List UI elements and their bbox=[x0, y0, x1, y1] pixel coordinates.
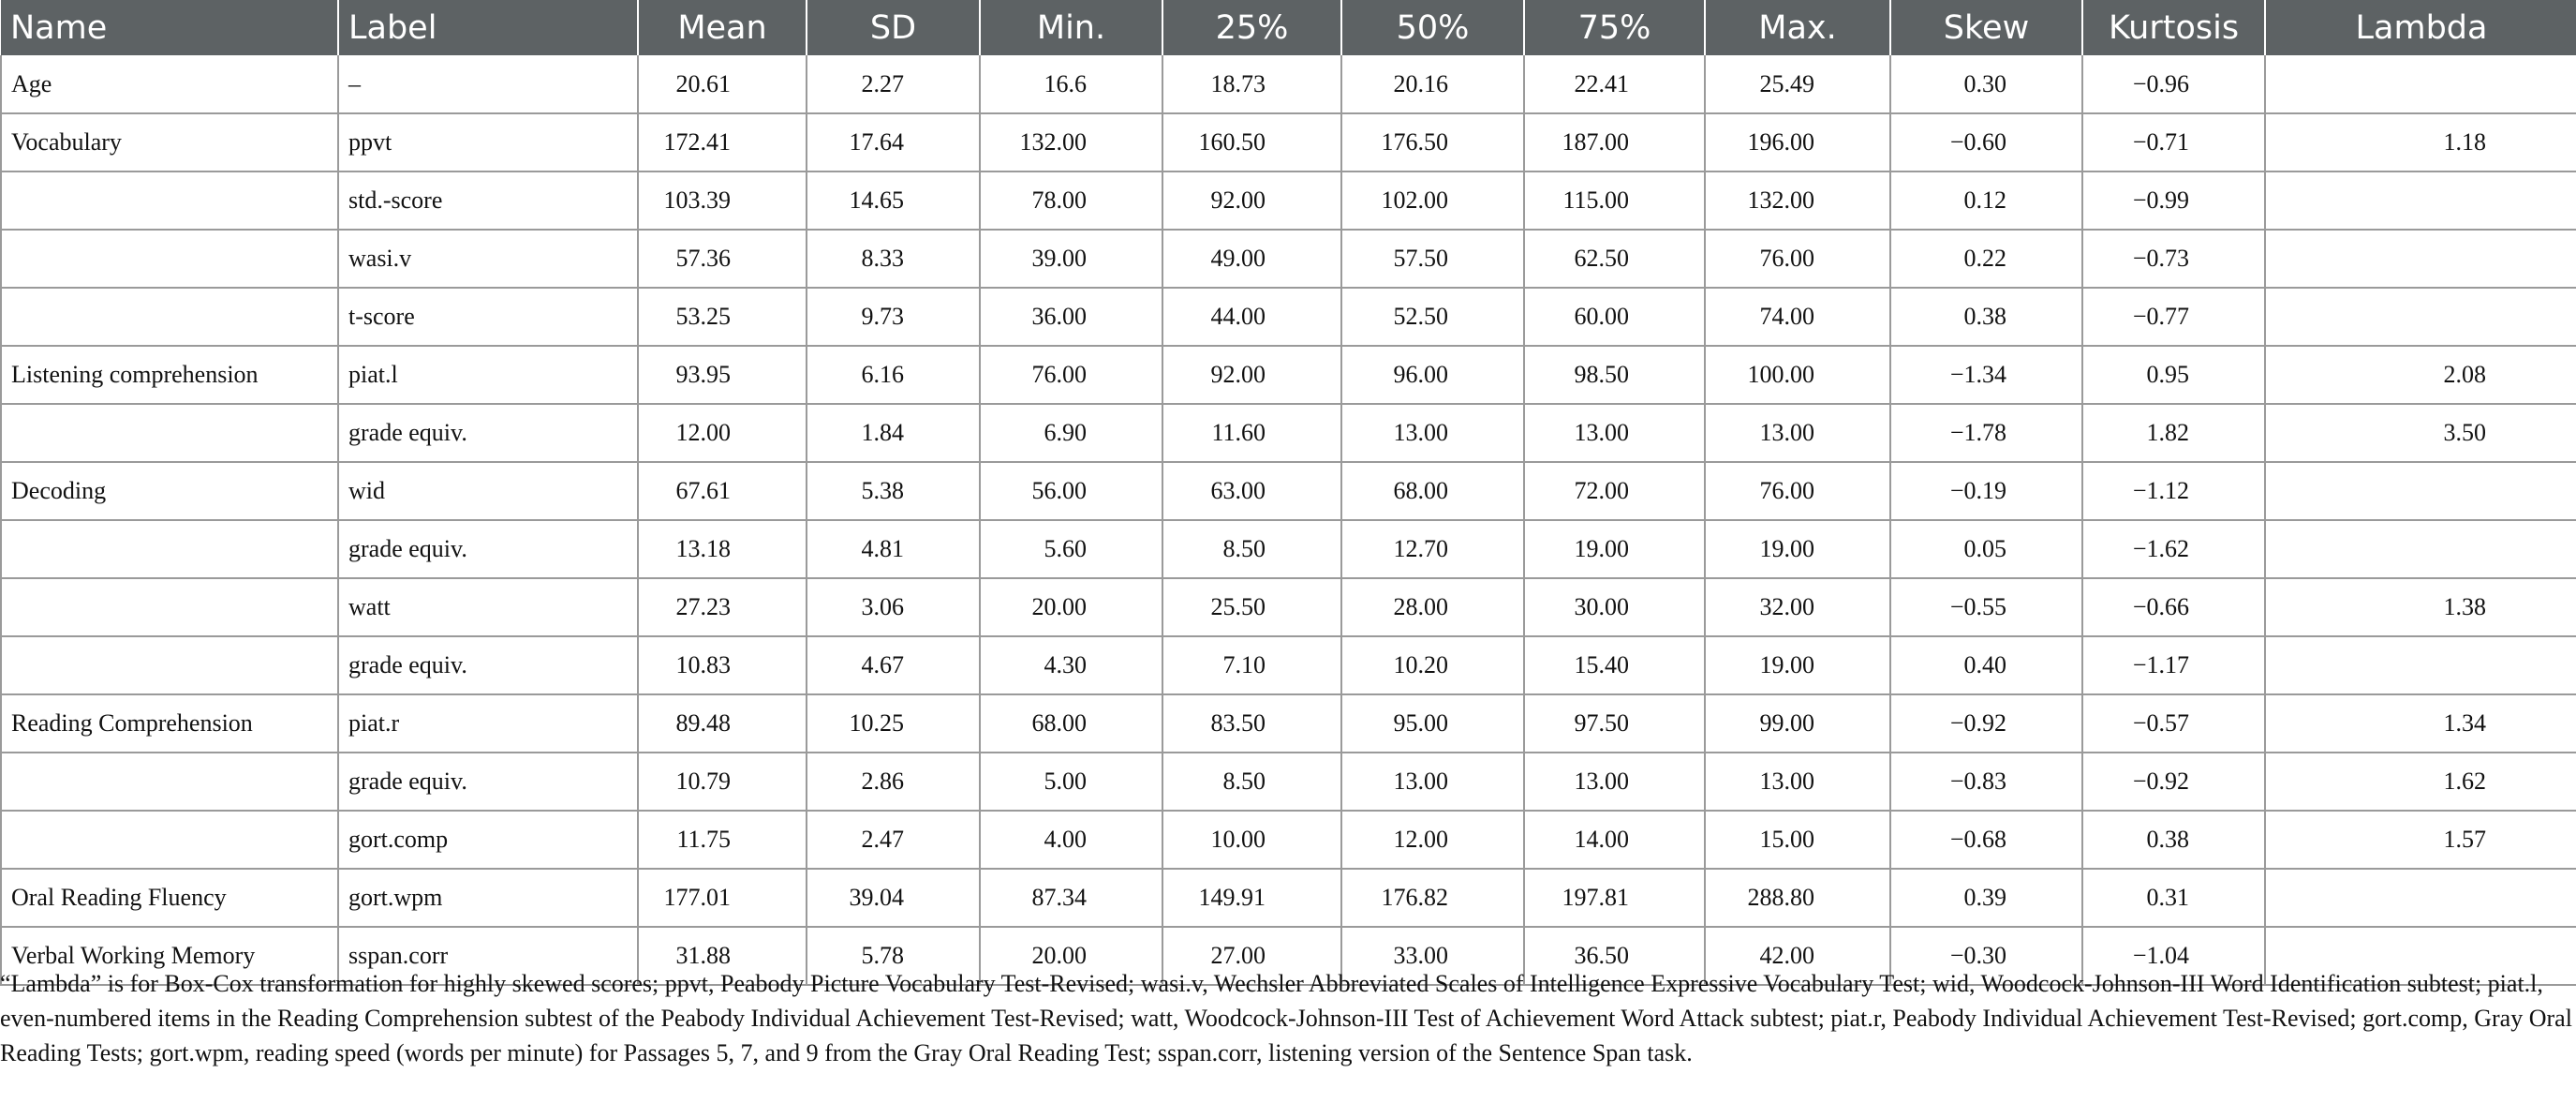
table-cell: 10.00 bbox=[1162, 811, 1341, 869]
table-cell: 1.62 bbox=[2265, 753, 2576, 811]
table-row bbox=[1, 404, 2576, 462]
table-row bbox=[1, 753, 2576, 811]
table-cell: 87.34 bbox=[980, 869, 1162, 927]
table-cell: 5.78 bbox=[807, 927, 980, 985]
table-cell: 3.50 bbox=[2265, 404, 2576, 462]
table-cell: Oral Reading Fluency bbox=[1, 869, 338, 927]
table-cell: 176.82 bbox=[1341, 869, 1524, 927]
table-cell: −0.83 bbox=[1890, 753, 2082, 811]
table-row bbox=[1, 520, 2576, 578]
table-row bbox=[1, 346, 2576, 404]
table-cell: Vocabulary bbox=[1, 113, 338, 171]
table-cell bbox=[1, 230, 338, 288]
table-cell: 44.00 bbox=[1162, 288, 1341, 346]
table-cell: watt bbox=[338, 578, 638, 636]
table-cell: 36.50 bbox=[1524, 927, 1705, 985]
table-cell: 1.18 bbox=[2265, 113, 2576, 171]
table-cell: 10.20 bbox=[1341, 636, 1524, 694]
table-cell: 13.00 bbox=[1705, 404, 1890, 462]
table-cell: 6.16 bbox=[807, 346, 980, 404]
column-header: 25% bbox=[1162, 0, 1341, 55]
table-cell: 92.00 bbox=[1162, 346, 1341, 404]
table-cell: 57.50 bbox=[1341, 230, 1524, 288]
table-cell: 62.50 bbox=[1524, 230, 1705, 288]
table-cell: 132.00 bbox=[1705, 171, 1890, 230]
table-cell: piat.l bbox=[338, 346, 638, 404]
column-header: Kurtosis bbox=[2082, 0, 2265, 55]
table-cell: sspan.corr bbox=[338, 927, 638, 985]
table-cell: 83.50 bbox=[1162, 694, 1341, 753]
table-cell: 68.00 bbox=[980, 694, 1162, 753]
table-cell: 7.10 bbox=[1162, 636, 1341, 694]
table-cell: 6.90 bbox=[980, 404, 1162, 462]
table-cell: 8.50 bbox=[1162, 753, 1341, 811]
table-cell: 19.00 bbox=[1524, 520, 1705, 578]
table-cell: −1.34 bbox=[1890, 346, 2082, 404]
table-cell: 9.73 bbox=[807, 288, 980, 346]
table-cell: 0.05 bbox=[1890, 520, 2082, 578]
table-cell: 4.30 bbox=[980, 636, 1162, 694]
table-cell: 13.00 bbox=[1341, 404, 1524, 462]
table-cell: 13.00 bbox=[1524, 753, 1705, 811]
table-cell: 36.00 bbox=[980, 288, 1162, 346]
table-cell: 0.22 bbox=[1890, 230, 2082, 288]
table-cell: 132.00 bbox=[980, 113, 1162, 171]
table-cell: 0.38 bbox=[1890, 288, 2082, 346]
column-header: 75% bbox=[1524, 0, 1705, 55]
table-cell: Age bbox=[1, 55, 338, 113]
table-cell: 2.47 bbox=[807, 811, 980, 869]
table-cell: t-score bbox=[338, 288, 638, 346]
table-cell: 102.00 bbox=[1341, 171, 1524, 230]
table-row bbox=[1, 113, 2576, 171]
table-row bbox=[1, 171, 2576, 230]
table-cell: 5.38 bbox=[807, 462, 980, 520]
table-cell: −0.73 bbox=[2082, 230, 2265, 288]
table-cell: 1.38 bbox=[2265, 578, 2576, 636]
table-cell: Verbal Working Memory bbox=[1, 927, 338, 985]
table-cell: 28.00 bbox=[1341, 578, 1524, 636]
table-cell: −0.55 bbox=[1890, 578, 2082, 636]
table-cell: 32.00 bbox=[1705, 578, 1890, 636]
table-cell: 5.60 bbox=[980, 520, 1162, 578]
table-cell: 93.95 bbox=[638, 346, 807, 404]
table-cell: 12.70 bbox=[1341, 520, 1524, 578]
table-cell: −1.78 bbox=[1890, 404, 2082, 462]
column-header: SD bbox=[807, 0, 980, 55]
table-cell bbox=[2265, 520, 2576, 578]
table-cell: 2.86 bbox=[807, 753, 980, 811]
table-cell: −0.92 bbox=[2082, 753, 2265, 811]
table-cell: 89.48 bbox=[638, 694, 807, 753]
table-row bbox=[1, 230, 2576, 288]
table-cell: 13.00 bbox=[1524, 404, 1705, 462]
table-cell bbox=[1, 404, 338, 462]
table-cell: 176.50 bbox=[1341, 113, 1524, 171]
column-header: Lambda bbox=[2265, 0, 2576, 55]
table-cell: 49.00 bbox=[1162, 230, 1341, 288]
table-cell: 57.36 bbox=[638, 230, 807, 288]
table-cell: 20.00 bbox=[980, 578, 1162, 636]
table-cell: Decoding bbox=[1, 462, 338, 520]
table-cell bbox=[2265, 171, 2576, 230]
table-cell: 39.04 bbox=[807, 869, 980, 927]
table-cell: 33.00 bbox=[1341, 927, 1524, 985]
table-cell: −1.12 bbox=[2082, 462, 2265, 520]
table-cell: 14.00 bbox=[1524, 811, 1705, 869]
table-cell bbox=[1, 288, 338, 346]
table-cell: 5.00 bbox=[980, 753, 1162, 811]
table-cell: 53.25 bbox=[638, 288, 807, 346]
column-header: Name bbox=[1, 0, 338, 55]
table-footnote: “Lambda” is for Box-Cox transformation for highly skewed scores; ppvt, Peabody Picture Vocabulary Test-Revised; wasi.v, Wechsler Abbreviated Scales of Intelligence Expressive Vocabulary Test; wid, Woodcock-Johnson-III Word Identification subtest; piat.l, even-numbered items in the Reading Comprehension subtest of the Peabody Individual Achievement Test-Revised; watt, Woodcock-Johnson-III Test of Achievement Word Attack subtest; piat.r, Peabody Individual Achievement Test-Revised; gort.comp, Gray Oral Reading Tests; gort.wpm, reading speed (words per minute) for Passages 5, 7, and 9 from the Gray Oral Reading Test; sspan.corr, listening version of the Sentence Span task. bbox=[0, 970, 2572, 1066]
table-cell: ppvt bbox=[338, 113, 638, 171]
table-cell: −0.68 bbox=[1890, 811, 2082, 869]
table-cell: −1.62 bbox=[2082, 520, 2265, 578]
table-cell: grade equiv. bbox=[338, 753, 638, 811]
table-cell: 31.88 bbox=[638, 927, 807, 985]
table-cell: 160.50 bbox=[1162, 113, 1341, 171]
table-cell: −0.92 bbox=[1890, 694, 2082, 753]
table-cell: – bbox=[338, 55, 638, 113]
table-cell: 72.00 bbox=[1524, 462, 1705, 520]
table-row bbox=[1, 811, 2576, 869]
table-cell: piat.r bbox=[338, 694, 638, 753]
table-cell: 197.81 bbox=[1524, 869, 1705, 927]
column-header: Label bbox=[338, 0, 638, 55]
table-row bbox=[1, 869, 2576, 927]
table-cell: −0.77 bbox=[2082, 288, 2265, 346]
table-cell: Listening comprehension bbox=[1, 346, 338, 404]
table-cell: 3.06 bbox=[807, 578, 980, 636]
table-cell: −0.96 bbox=[2082, 55, 2265, 113]
table-cell: 196.00 bbox=[1705, 113, 1890, 171]
table-cell: 1.82 bbox=[2082, 404, 2265, 462]
table-cell: 0.39 bbox=[1890, 869, 2082, 927]
table-cell: 2.27 bbox=[807, 55, 980, 113]
column-header: Min. bbox=[980, 0, 1162, 55]
table-cell bbox=[2265, 230, 2576, 288]
column-header: Max. bbox=[1705, 0, 1890, 55]
table-cell: −0.60 bbox=[1890, 113, 2082, 171]
table-cell: 8.50 bbox=[1162, 520, 1341, 578]
table-cell: 12.00 bbox=[1341, 811, 1524, 869]
table-cell: 18.73 bbox=[1162, 55, 1341, 113]
table-cell: 95.00 bbox=[1341, 694, 1524, 753]
table-cell: 100.00 bbox=[1705, 346, 1890, 404]
table-cell: 10.83 bbox=[638, 636, 807, 694]
table-cell: 74.00 bbox=[1705, 288, 1890, 346]
table-cell: −1.04 bbox=[2082, 927, 2265, 985]
table-cell: 27.23 bbox=[638, 578, 807, 636]
table-cell: 22.41 bbox=[1524, 55, 1705, 113]
table-cell: 10.25 bbox=[807, 694, 980, 753]
table-cell: 27.00 bbox=[1162, 927, 1341, 985]
table-row bbox=[1, 462, 2576, 520]
table-cell: 11.60 bbox=[1162, 404, 1341, 462]
table-cell bbox=[2265, 55, 2576, 113]
table-cell bbox=[1, 811, 338, 869]
table-cell bbox=[2265, 869, 2576, 927]
table-cell: 76.00 bbox=[1705, 462, 1890, 520]
table-cell bbox=[2265, 462, 2576, 520]
table-cell: 11.75 bbox=[638, 811, 807, 869]
table-cell: 56.00 bbox=[980, 462, 1162, 520]
table-cell: −0.99 bbox=[2082, 171, 2265, 230]
table-cell: 76.00 bbox=[1705, 230, 1890, 288]
table-body bbox=[1, 55, 2576, 985]
table-cell: 16.6 bbox=[980, 55, 1162, 113]
table-cell: 172.41 bbox=[638, 113, 807, 171]
table-cell: gort.wpm bbox=[338, 869, 638, 927]
table-cell: 25.50 bbox=[1162, 578, 1341, 636]
table-cell: 1.84 bbox=[807, 404, 980, 462]
table-cell: 0.40 bbox=[1890, 636, 2082, 694]
table-cell: 0.31 bbox=[2082, 869, 2265, 927]
table-cell bbox=[1, 578, 338, 636]
column-header: Skew bbox=[1890, 0, 2082, 55]
table-cell: 0.30 bbox=[1890, 55, 2082, 113]
table-cell: 14.65 bbox=[807, 171, 980, 230]
table-cell: 17.64 bbox=[807, 113, 980, 171]
table-cell: 20.16 bbox=[1341, 55, 1524, 113]
table-cell: 4.67 bbox=[807, 636, 980, 694]
table-cell: 177.01 bbox=[638, 869, 807, 927]
table-cell: 20.61 bbox=[638, 55, 807, 113]
table-cell bbox=[1, 753, 338, 811]
table-cell: grade equiv. bbox=[338, 404, 638, 462]
table-cell: 12.00 bbox=[638, 404, 807, 462]
table-cell: 4.00 bbox=[980, 811, 1162, 869]
table-cell bbox=[2265, 288, 2576, 346]
table-cell: −0.57 bbox=[2082, 694, 2265, 753]
table-cell: 103.39 bbox=[638, 171, 807, 230]
table-row bbox=[1, 694, 2576, 753]
table-cell: 149.91 bbox=[1162, 869, 1341, 927]
table-row bbox=[1, 55, 2576, 113]
table-cell bbox=[2265, 636, 2576, 694]
table-cell: 78.00 bbox=[980, 171, 1162, 230]
table-cell bbox=[1, 520, 338, 578]
table-cell: wasi.v bbox=[338, 230, 638, 288]
table-cell: 187.00 bbox=[1524, 113, 1705, 171]
table-cell: 13.00 bbox=[1341, 753, 1524, 811]
table-cell: 2.08 bbox=[2265, 346, 2576, 404]
table-cell: grade equiv. bbox=[338, 520, 638, 578]
table-cell: 98.50 bbox=[1524, 346, 1705, 404]
table-cell: wid bbox=[338, 462, 638, 520]
table-cell: 60.00 bbox=[1524, 288, 1705, 346]
table-cell: std.-score bbox=[338, 171, 638, 230]
table-cell: gort.comp bbox=[338, 811, 638, 869]
table-cell: 30.00 bbox=[1524, 578, 1705, 636]
table-cell: 10.79 bbox=[638, 753, 807, 811]
table-cell: 15.00 bbox=[1705, 811, 1890, 869]
table-row bbox=[1, 288, 2576, 346]
table-cell: 13.00 bbox=[1705, 753, 1890, 811]
table-cell: 0.12 bbox=[1890, 171, 2082, 230]
table-cell: 288.80 bbox=[1705, 869, 1890, 927]
table-cell: 115.00 bbox=[1524, 171, 1705, 230]
table-cell: 25.49 bbox=[1705, 55, 1890, 113]
table-cell: 67.61 bbox=[638, 462, 807, 520]
table-cell: 97.50 bbox=[1524, 694, 1705, 753]
table-cell: Reading Comprehension bbox=[1, 694, 338, 753]
table-row bbox=[1, 578, 2576, 636]
table-cell: 20.00 bbox=[980, 927, 1162, 985]
table-cell bbox=[1, 636, 338, 694]
table-cell: −0.71 bbox=[2082, 113, 2265, 171]
table-cell: 19.00 bbox=[1705, 520, 1890, 578]
table-cell: 52.50 bbox=[1341, 288, 1524, 346]
table-cell: 39.00 bbox=[980, 230, 1162, 288]
table-cell: 63.00 bbox=[1162, 462, 1341, 520]
column-header: 50% bbox=[1341, 0, 1524, 55]
table-cell: 0.95 bbox=[2082, 346, 2265, 404]
table-cell: −0.66 bbox=[2082, 578, 2265, 636]
table-cell: 1.57 bbox=[2265, 811, 2576, 869]
table-cell: 1.34 bbox=[2265, 694, 2576, 753]
table-cell: 4.81 bbox=[807, 520, 980, 578]
table-cell: −0.30 bbox=[1890, 927, 2082, 985]
table-cell: 68.00 bbox=[1341, 462, 1524, 520]
table-cell: grade equiv. bbox=[338, 636, 638, 694]
table-cell: 0.38 bbox=[2082, 811, 2265, 869]
table-cell: 96.00 bbox=[1341, 346, 1524, 404]
table-cell: 92.00 bbox=[1162, 171, 1341, 230]
header-row bbox=[1, 0, 2576, 55]
table-cell: −0.19 bbox=[1890, 462, 2082, 520]
table-cell: 15.40 bbox=[1524, 636, 1705, 694]
table-cell: 19.00 bbox=[1705, 636, 1890, 694]
table-cell: 99.00 bbox=[1705, 694, 1890, 753]
table-row bbox=[1, 636, 2576, 694]
table-cell bbox=[1, 171, 338, 230]
column-header: Mean bbox=[638, 0, 807, 55]
table-cell: −1.17 bbox=[2082, 636, 2265, 694]
table-cell: 8.33 bbox=[807, 230, 980, 288]
table-cell: 76.00 bbox=[980, 346, 1162, 404]
table-header bbox=[1, 0, 2576, 55]
table-cell: 42.00 bbox=[1705, 927, 1890, 985]
table-cell: 13.18 bbox=[638, 520, 807, 578]
